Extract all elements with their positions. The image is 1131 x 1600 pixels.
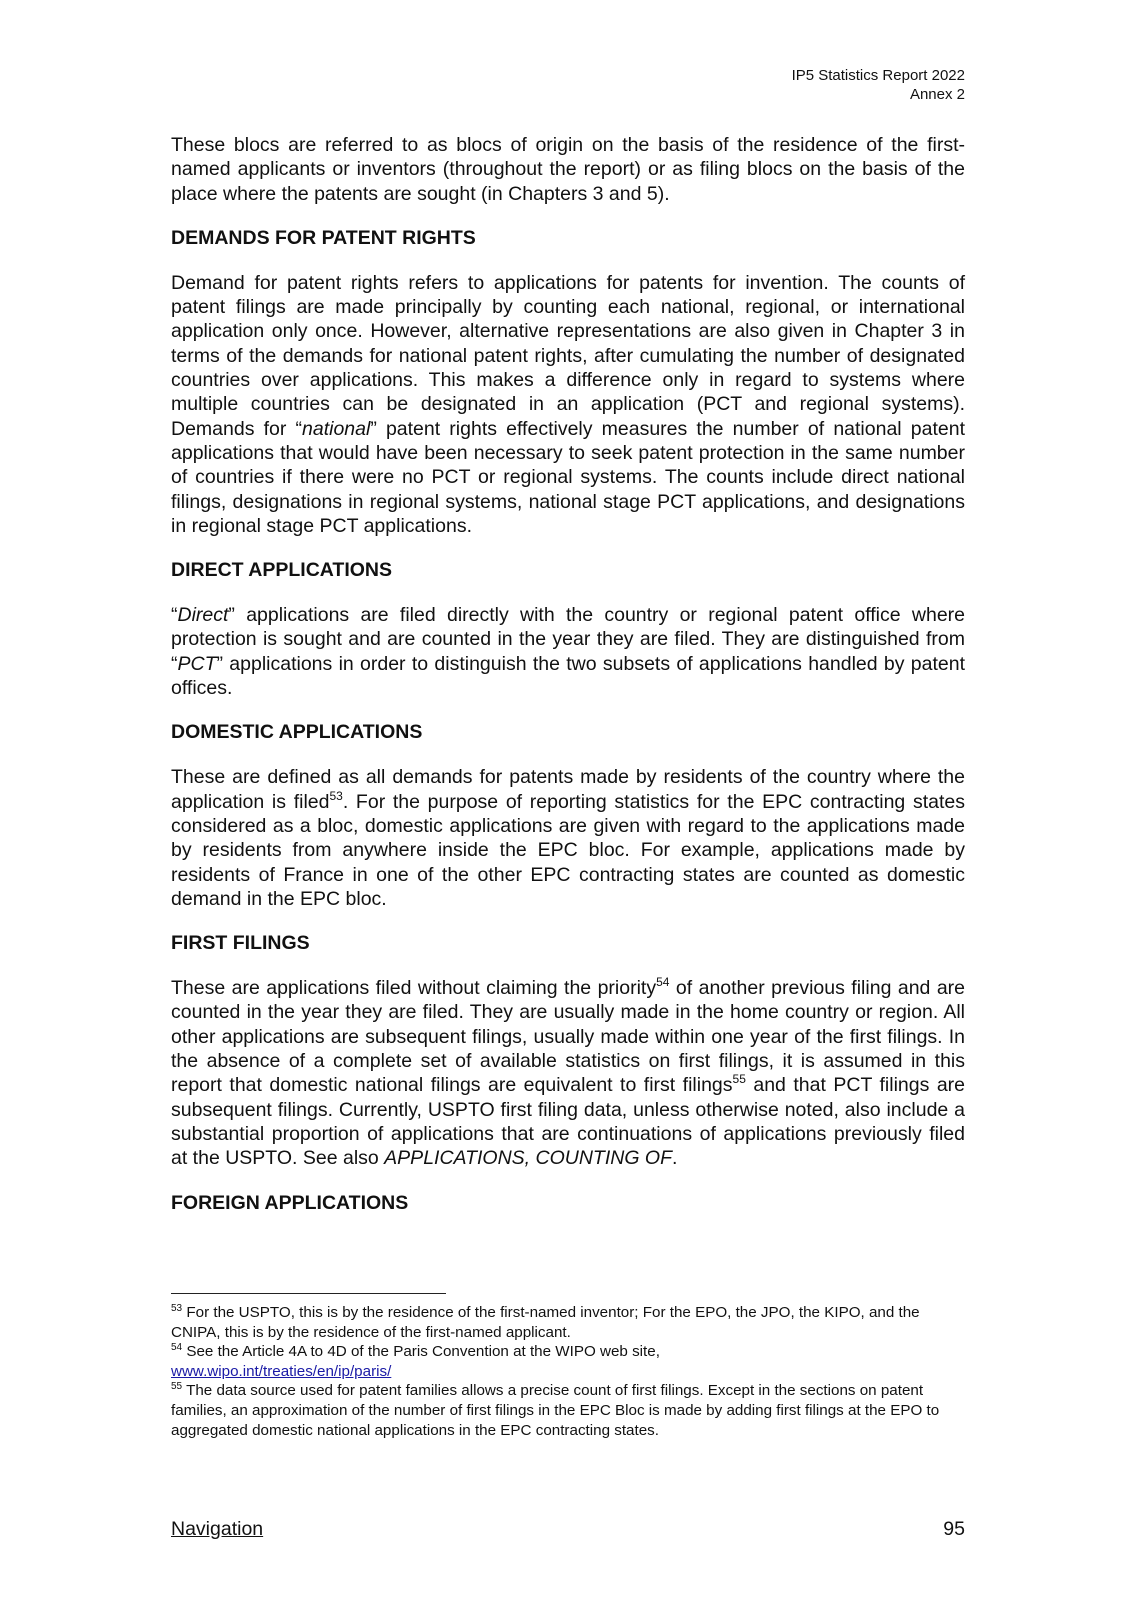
- intro-paragraph: These blocs are referred to as blocs of origin on the basis of the residence of the first-named applicants or inventors (throughout the report) or as filing blocs on the basis of the place where the patents are sought (in Chapters 3 and 5).: [171, 134, 965, 205]
- emphasis-text: Direct: [177, 604, 229, 627]
- footnote-text: For the USPTO, this is by the residence of the first-named inventor; For the EPO, the JPO, the KIPO, and the CNIPA, this is by the residence of the first-named applicant.: [171, 1304, 920, 1341]
- text-run: ” patent rights effectively measures the number of national patent applications that would have been necessary to seek patent protection in the same number of countries if there were no PCT or regional systems. The counts include direct national filings, designations in regional systems, national stage PCT applications, and designations in regional stage PCT applications.: [171, 417, 965, 537]
- report-title: IP5 Statistics Report 2022: [791, 67, 965, 84]
- text-run: ” applications are filed directly with the country or regional patent office where protection is sought and are counted in the year they are filed. They are distinguished from “: [171, 604, 965, 675]
- footnote-54: [171, 1342, 965, 1381]
- paragraph-domestic-applications: [171, 765, 965, 911]
- text-run: These are defined as all demands for patents made by residents of the country where the application is filed: [171, 766, 965, 813]
- heading-foreign-applications: FOREIGN APPLICATIONS: [171, 1191, 409, 1214]
- page-footer: [171, 1517, 965, 1541]
- footnotes: [171, 1303, 965, 1440]
- text-run: “: [171, 604, 178, 627]
- paragraph-direct-applications: [171, 603, 965, 700]
- paragraph-first-filings: [171, 976, 965, 1170]
- text-run: .: [672, 1147, 678, 1170]
- heading-direct-applications: DIRECT APPLICATIONS: [171, 559, 393, 582]
- footnote-number: 54: [171, 1342, 183, 1354]
- text-run: of another previous filing and are counted in the year they are filed. They are usually made in the home country or region. All other applications are subsequent filings, usually made within one year of the first filings. In the absence of a complete set of available statistics on first filings, it is assumed in this report that domestic national filings are equivalent to first filings: [171, 977, 965, 1097]
- heading-domestic-applications: DOMESTIC APPLICATIONS: [171, 721, 423, 744]
- main-content: [171, 133, 965, 1236]
- annex-label: Annex 2: [909, 86, 965, 103]
- footnote-number: 53: [171, 1303, 183, 1314]
- emphasis-text: PCT: [177, 652, 217, 675]
- navigation-link[interactable]: Navigation: [171, 1518, 264, 1540]
- heading-first-filings: FIRST FILINGS: [171, 932, 310, 955]
- footnote-53: [171, 1303, 965, 1342]
- emphasis-text: national: [302, 417, 371, 440]
- wipo-link[interactable]: www.wipo.int/treaties/en/ip/paris/: [171, 1362, 392, 1380]
- footnote-55: [171, 1381, 965, 1440]
- footnote-text: See the Article 4A to 4D of the Paris Convention at the WIPO web site,: [182, 1343, 660, 1361]
- page-number: 95: [943, 1518, 965, 1540]
- footnote-ref-53[interactable]: 53: [329, 788, 343, 803]
- footnote-text: The data source used for patent families allows a precise count of first filings. Except in the sections on patent families, an approximation of the number of first filings in the EPC Bloc is made by adding first filings at the EPO to aggregated domestic national applications in the EPC contracting states.: [171, 1382, 940, 1439]
- cross-reference: APPLICATIONS, COUNTING OF: [384, 1147, 673, 1170]
- footnote-ref-54[interactable]: 54: [656, 975, 670, 990]
- text-run: . For the purpose of reporting statistics for the EPC contracting states considered as a bloc, domestic applications are given with regard to the applications made by residents from anywhere inside the EPC bloc. For example, applications made by residents of France in one of the other EPC contracting states are counted as domestic demand in the EPC bloc.: [171, 790, 965, 910]
- footnote-number: 55: [171, 1381, 183, 1393]
- heading-demands-for-patent-rights: DEMANDS FOR PATENT RIGHTS: [171, 226, 476, 249]
- text-run: Demand for patent rights refers to applications for patents for invention. The counts of patent filings are made principally by counting each national, regional, or international application only once. However, alternative representations are also given in Chapter 3 in terms of the demands for national patent rights, after cumulating the number of designated countries over applications. This makes a difference only in regard to systems where multiple countries can be designated in an application (PCT and regional systems). Demands for “: [171, 271, 965, 440]
- footnote-ref-55[interactable]: 55: [732, 1072, 746, 1087]
- text-run: ” applications in order to distinguish the two subsets of applications handled by patent offices.: [171, 652, 965, 700]
- footnote-separator: [171, 1293, 446, 1294]
- text-run: and that PCT filings are subsequent filings. Currently, USPTO first filing data, unless otherwise noted, also include a substantial proportion of applications that are continuations of applications previously filed at the USPTO. See also: [171, 1074, 965, 1170]
- running-header: [792, 66, 965, 104]
- paragraph-demands-for-patent-rights: [171, 271, 965, 538]
- text-run: These are applications filed without claiming the priority: [171, 977, 657, 1000]
